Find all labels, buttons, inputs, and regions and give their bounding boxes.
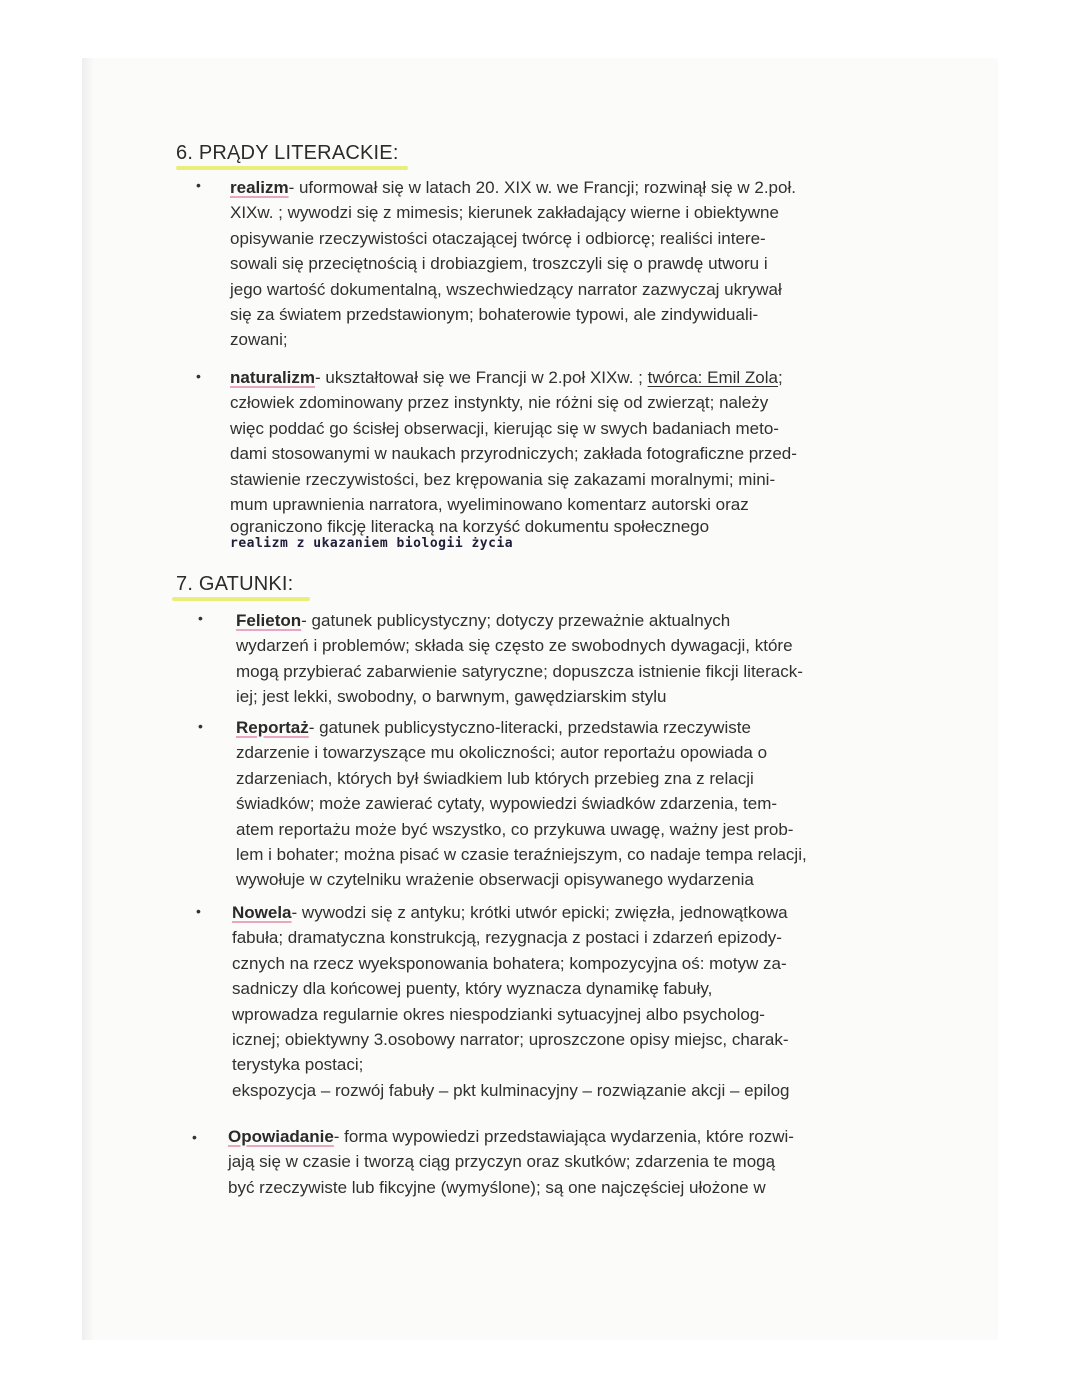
- entry-line: wywołuje w czytelniku wrażenie obserwacji opisywanego wydarzenia: [236, 870, 754, 890]
- entry-line: zdarzenie i towarzyszące mu okoliczności; autor reportażu opowiada o: [236, 743, 768, 763]
- entry-line: sowali się przeciętnością i drobiazgiem, troszczyli się o prawdę utworu i: [230, 254, 768, 274]
- entry-line: zowani;: [230, 330, 288, 350]
- entry-line: - wywodzi się z antyku; krótki utwór epicki; zwięzła, jednowątkowa: [291, 903, 788, 922]
- entry-line: - forma wypowiedzi przedstawiająca wydarzenia, które rozwi-: [333, 1127, 794, 1146]
- entry-line: się za światem przedstawionym; bohaterowie typowi, ale zindywiduali-: [230, 305, 759, 325]
- bullet: •: [198, 610, 203, 626]
- entry-line-end: ;: [777, 368, 783, 387]
- entry-opowiadanie: [228, 1124, 893, 1200]
- entry-line: wydarzeń i problemów; składa się często ze swobodnych dywagacji, które: [236, 636, 793, 656]
- entry-nowela: [232, 900, 897, 1103]
- entry-line: ograniczono fikcję literacką na korzyść dokumentu społecznego: [230, 517, 710, 537]
- entry-line: fabuła; dramatyczna konstrukcją, rezygnacja z postaci i zdarzeń epizody-: [232, 928, 782, 948]
- entry-line: atem reportażu może być wszystko, co przykuwa uwagę, ważny jest prob-: [236, 819, 794, 839]
- entry-line: mogą przybierać zabarwienie satyryczne; dopuszcza istnienie fikcji literack-: [236, 661, 803, 681]
- entry-line: - gatunek publicystyczny; dotyczy przeważnie aktualnych: [301, 611, 731, 630]
- term-reportaz: Reportaż: [236, 718, 309, 737]
- term-realizm: realizm: [230, 178, 289, 197]
- entry-naturalizm: [230, 365, 895, 551]
- term-naturalizm: naturalizm: [230, 368, 316, 387]
- entry-line: cznych na rzecz wyeksponowania bohatera; kompozycyjna oś: motyw za-: [232, 953, 787, 973]
- entry-felieton: [236, 608, 901, 710]
- entry-realizm: [230, 175, 895, 353]
- entry-line: jają się w czasie i tworzą ciąg przyczyn oraz skutków; zdarzenia te mogą: [228, 1152, 776, 1172]
- term-felieton: Felieton: [236, 611, 302, 630]
- author-note: twórca: Emil Zola: [647, 368, 778, 387]
- entry-line: icznej; obiektywny 3.osobowy narrator; uproszczone opisy miejsc, charak-: [232, 1030, 789, 1050]
- paper-edge-shadow: [82, 58, 94, 1340]
- entry-line: wprowadza regularnie okres niespodzianki sytuacyjnej albo psycholog-: [232, 1004, 765, 1024]
- entry-line: - gatunek publicystyczno-literacki, przedstawia rzeczywiste: [308, 718, 751, 737]
- entry-line: XIXw. ; wywodzi się z mimesis; kierunek zakładający wierne i obiektywne: [230, 203, 779, 223]
- entry-line: iej; jest lekki, swobodny, o barwnym, gawędziarskim stylu: [236, 687, 667, 707]
- entry-line: sadniczy dla końcowej puenty, który wyznacza dynamikę fabuły,: [232, 979, 713, 999]
- entry-line: jego wartość dokumentalną, wszechwiedzący narrator zazwyczaj ukrywał: [230, 279, 782, 299]
- section-7-highlight: [172, 597, 310, 601]
- entry-line: lem i bohater; można pisać w czasie teraźniejszym, co nadaje tempa relacji,: [236, 845, 807, 865]
- section-6-highlight: [176, 166, 408, 170]
- entry-line: zdarzeniach, których był świadkiem lub których przebieg zna z relacji: [236, 768, 754, 788]
- entry-line: dami stosowanymi w naukach przyrodniczych; zakłada fotograficzne przed-: [230, 444, 797, 464]
- section-6-title: 6. PRĄDY LITERACKIE:: [176, 142, 399, 164]
- entry-line: opisywanie rzeczywistości otaczającej twórcę i odbiorcę; realiści intere-: [230, 228, 766, 248]
- term-nowela: Nowela: [232, 903, 292, 922]
- bullet: •: [196, 903, 201, 919]
- section-7-title: 7. GATUNKI:: [176, 573, 294, 595]
- entry-line: więc poddać go ścisłej obserwacji, kierując się w swych badaniach meto-: [230, 418, 779, 438]
- entry-reportaz: [236, 715, 901, 893]
- entry-line: być rzeczywiste lub fikcyjne (wymyślone); są one najczęściej ułożone w: [228, 1177, 766, 1197]
- entry-line: stawienie rzeczywistości, bez krępowania się zakazami moralnymi; mini-: [230, 469, 776, 489]
- entry-line: - ukształtował się we Francji w 2.poł XIXw. ;: [315, 368, 648, 387]
- handwritten-note: realizm z ukazaniem biologii życia: [230, 536, 514, 552]
- bullet: •: [192, 1129, 197, 1145]
- entry-line: ekspozycja – rozwój fabuły – pkt kulminacyjny – rozwiązanie akcji – epilog: [232, 1080, 790, 1100]
- bullet: •: [196, 177, 201, 193]
- entry-line: świadków; może zawierać cytaty, wypowiedzi świadków zdarzenia, tem-: [236, 794, 778, 814]
- entry-line: - uformował się w latach 20. XIX w. we Francji; rozwinął się w 2.poł.: [288, 178, 796, 197]
- entry-line: terystyka postaci;: [232, 1055, 364, 1075]
- bullet: •: [196, 368, 201, 384]
- entry-line: człowiek zdominowany przez instynkty, nie różni się od zwierząt; należy: [230, 393, 769, 413]
- bullet: •: [198, 718, 203, 734]
- term-opowiadanie: Opowiadanie: [228, 1127, 334, 1146]
- entry-line: mum uprawnienia narratora, wyeliminowano komentarz autorski oraz: [230, 495, 749, 515]
